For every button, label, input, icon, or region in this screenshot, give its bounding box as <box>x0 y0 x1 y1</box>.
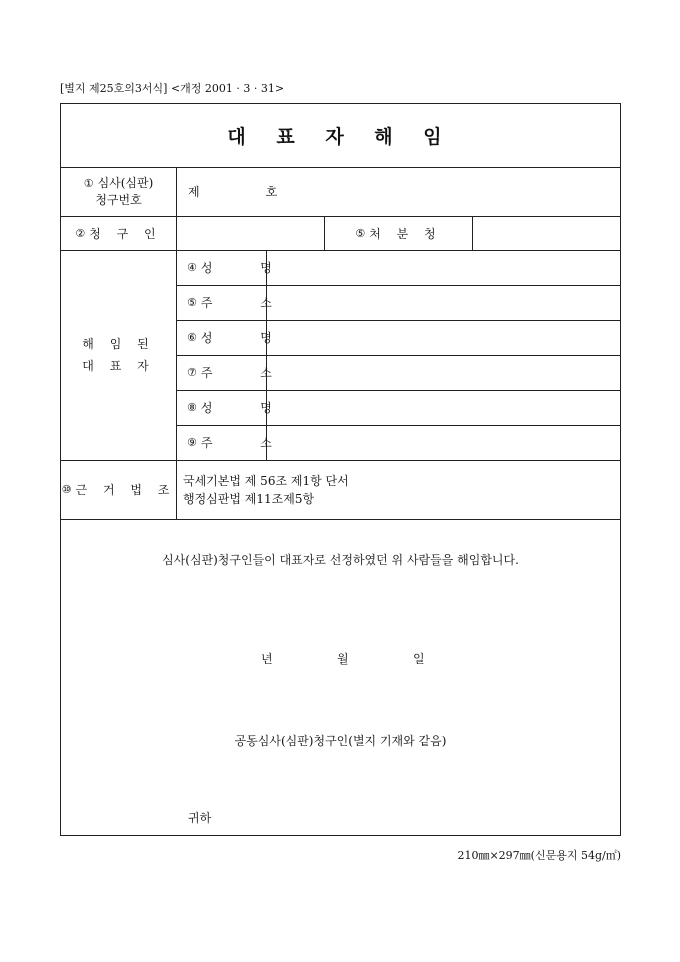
label-text: 성 명 <box>200 261 294 275</box>
label-text: 처 분 청 <box>369 226 442 241</box>
legal-basis-label <box>61 460 176 519</box>
appellant-field[interactable] <box>177 216 324 250</box>
circled-number: ⑤ <box>355 226 366 240</box>
label-text: 심사(심판) <box>97 175 154 190</box>
recipient: 귀하 <box>188 811 212 825</box>
date-month: 월 <box>337 652 349 666</box>
signer-line: 공동심사(심판)청구인(별지 기재와 같음) <box>234 734 447 748</box>
representative-address-field[interactable] <box>267 285 620 320</box>
label-text: 청구번호 <box>95 192 142 207</box>
appellant-label <box>61 216 176 250</box>
circled-number: ⑤ <box>187 296 197 309</box>
legal-basis-value <box>183 460 620 519</box>
circled-number: ⑥ <box>187 331 197 344</box>
circled-number: ② <box>75 226 86 240</box>
circled-number: ⑦ <box>187 366 197 379</box>
label-text: 주 소 <box>200 436 294 450</box>
date-year: 년 <box>261 652 273 666</box>
form-title: 대 표 자 해 임 <box>227 126 454 148</box>
label-text: 성 명 <box>200 401 294 415</box>
legal-basis-line: 국세기본법 제 56조 제1항 단서 <box>183 473 349 488</box>
form-frame <box>60 103 621 836</box>
label-text: 근 거 법 조 <box>75 483 176 497</box>
representative-name-field[interactable] <box>267 320 620 355</box>
appeal-number-label <box>61 167 176 216</box>
representative-address-field[interactable] <box>267 355 620 390</box>
label-text: 주 소 <box>200 366 294 380</box>
label-text: 주 소 <box>200 296 294 310</box>
legal-basis-line: 행정심판법 제11조제5항 <box>183 491 315 506</box>
label-text: 제 <box>188 185 200 199</box>
label-text: 성 명 <box>200 331 294 345</box>
date-day: 일 <box>413 652 425 666</box>
paper-spec: 210㎜×297㎜(신문용지 54g/㎡) <box>457 849 621 862</box>
disposition-agency-field[interactable] <box>473 216 620 250</box>
divider <box>61 519 620 520</box>
label-text: 호 <box>265 185 278 199</box>
form-header: [별지 제25호의3서식] <개정 2001 · 3 · 31> <box>60 82 285 95</box>
representative-name-field[interactable] <box>267 390 620 425</box>
label-text: 해 임 된 <box>82 337 155 351</box>
representative-address-field[interactable] <box>267 425 620 460</box>
circled-number: ⑨ <box>187 436 197 449</box>
dismissal-statement: 심사(심판)청구인들이 대표자로 선정하였던 위 사람들을 해임합니다. <box>162 553 519 567</box>
circled-number: ⑩ <box>61 483 72 496</box>
circled-number: ⑧ <box>187 401 197 414</box>
appeal-number-field[interactable] <box>188 167 277 216</box>
dismissed-representatives-label <box>61 250 176 460</box>
disposition-agency-label <box>325 216 472 250</box>
label-text: 청 구 인 <box>89 226 162 241</box>
representative-name-field[interactable] <box>267 250 620 285</box>
circled-number: ④ <box>187 261 197 274</box>
circled-number: ① <box>83 176 94 190</box>
label-text: 대 표 자 <box>82 359 155 373</box>
